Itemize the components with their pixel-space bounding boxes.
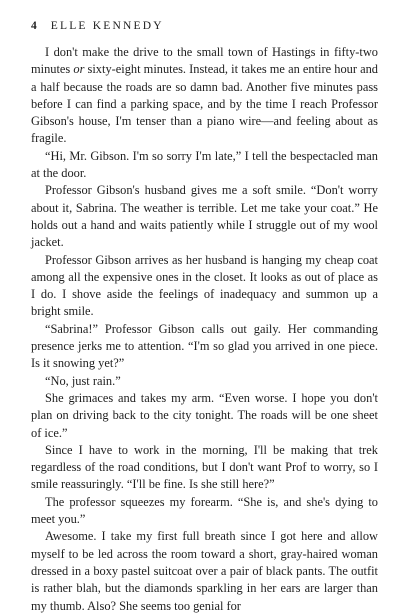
paragraph: Since I have to work in the morning, I'll be making that trek regardless of the road conditions, but I don't want Prof to worry, so I smile reassuringly. “I'll be fine. Is she still here?”: [31, 442, 378, 492]
body-text: [31, 44, 378, 615]
page-number: 4: [31, 20, 37, 32]
paragraph-text: sixty-eight minutes. Instead, it takes me an entire hour and a half because the roads are so damn bad. Another five minutes pass before I can find a parking space, and by the time I reach Professor Gibson's house, I'm tenser than a piano wire—and feeling about as fragile.: [31, 62, 378, 146]
author-name: ELLE KENNEDY: [50, 20, 164, 32]
paragraph: She grimaces and takes my arm. “Even worse. I hope you don't plan on driving back to the city tonight. The roads will be one sheet of ice.”: [31, 390, 378, 440]
paragraph: “No, just rain.”: [45, 373, 121, 388]
paragraph: “Hi, Mr. Gibson. I'm so sorry I'm late,” I tell the bespectacled man at the door.: [31, 148, 378, 181]
paragraph-text: I don't make the drive to the small town of Hastings in fifty-two minutes: [31, 45, 378, 77]
paragraph: The professor squeezes my forearm. “She is, and she's dying to meet you.”: [31, 494, 378, 527]
running-head: [31, 20, 378, 42]
paragraph: Awesome. I take my first full breath since I got here and allow myself to be led across the room toward a short, gray-haired woman dressed in a boxy pastel suitcoat over a pair of black pants. The outfit is rather blah, but the diamonds sparkling in her ears are larger than my thumb. Also? She seems too genial for: [31, 529, 378, 613]
book-page: [31, 20, 378, 613]
emphasis-text: or: [73, 62, 85, 77]
paragraph: “Sabrina!” Professor Gibson calls out gaily. Her commanding presence jerks me to attention. “I'm so glad you arrived in one piece. Is it snowing yet?”: [31, 321, 378, 371]
paragraph: Professor Gibson's husband gives me a soft smile. “Don't worry about it, Sabrina. The weather is terrible. Let me take your coat.” He holds out a hand and waits patiently while I struggle out of my wool jacket.: [31, 183, 378, 250]
paragraph: Professor Gibson arrives as her husband is hanging my cheap coat among all the expensive ones in the closet. It looks as out of place as I do. I shove aside the feelings of inadequacy and summon up a bright smile.: [31, 252, 378, 319]
paragraph: [31, 44, 378, 148]
